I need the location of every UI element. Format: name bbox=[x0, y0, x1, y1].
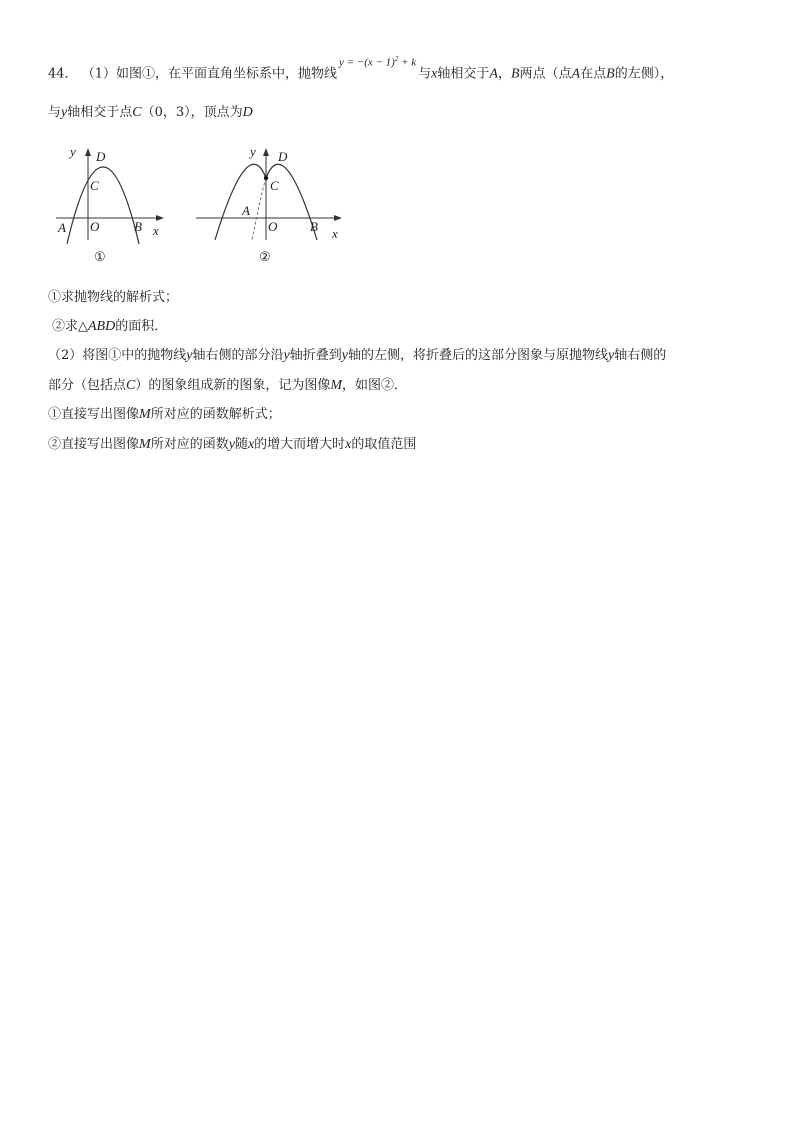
fig2-label-D: D bbox=[278, 149, 288, 164]
fig2-label-y: y bbox=[250, 144, 256, 159]
fig1-caption: ① bbox=[94, 249, 106, 264]
fig2-left-branch bbox=[215, 164, 266, 240]
parabola-formula: $y = -(x - 1)^2 + k$ bbox=[338, 55, 417, 69]
fig2-point-C bbox=[264, 176, 268, 180]
fig2-label-C: C bbox=[270, 178, 279, 193]
fig2-y-arrow bbox=[263, 148, 269, 156]
fig2-label-B: B bbox=[310, 219, 318, 234]
fig1-label-x: x bbox=[153, 223, 159, 238]
figure-2 bbox=[194, 140, 354, 270]
fig2-dashed-original bbox=[252, 178, 266, 240]
q2-sub1: ①直接写出图像M所对应的函数解析式； bbox=[48, 407, 281, 422]
q2-sub2: ②直接写出图像M所对应的函数y随x的增大而增大时x的取值范围 bbox=[48, 437, 417, 452]
question-line-2: 与y轴相交于点C（0，3），顶点为D bbox=[48, 105, 253, 120]
fig1-label-D: D bbox=[96, 149, 106, 164]
fig2-label-O: O bbox=[268, 219, 278, 234]
fig2-caption: ② bbox=[259, 249, 271, 264]
fig1-y-arrow bbox=[85, 148, 91, 156]
q1-sub2: ②求△ABD的面积． bbox=[52, 319, 168, 334]
fig2-label-x: x bbox=[332, 226, 338, 241]
part1-intro: （1）如图①，在平面直角坐标系中，抛物线 bbox=[81, 66, 337, 82]
fig1-label-B: B bbox=[134, 219, 142, 234]
fig1-label-O: O bbox=[90, 219, 100, 234]
fig2-label-A: A bbox=[242, 203, 250, 218]
figure-1 bbox=[52, 140, 172, 270]
question-number: 44． bbox=[48, 66, 78, 82]
fig2-x-arrow bbox=[334, 215, 342, 221]
fig1-label-y: y bbox=[70, 144, 76, 159]
q1-sub1: ①求抛物线的解析式； bbox=[48, 290, 179, 305]
part2-line-1: （2）将图①中的抛物线y轴右侧的部分沿y轴折叠到y轴的左侧，将折叠后的这部分图象与原抛物线y轴右侧的 bbox=[48, 348, 667, 363]
fig1-label-A: A bbox=[58, 220, 66, 235]
part2-line-2: 部分（包括点C）的图象组成新的图象，记为图像M，如图②． bbox=[48, 378, 408, 393]
fig1-parabola bbox=[67, 167, 139, 244]
fig1-label-C: C bbox=[90, 178, 99, 193]
question-line-1: 44． （1）如图①，在平面直角坐标系中，抛物线$y = -(x - 1)^2 + k$与x轴相交于A，B两点（点A在点B的左侧）， bbox=[48, 62, 673, 84]
fig1-x-arrow bbox=[156, 215, 164, 221]
